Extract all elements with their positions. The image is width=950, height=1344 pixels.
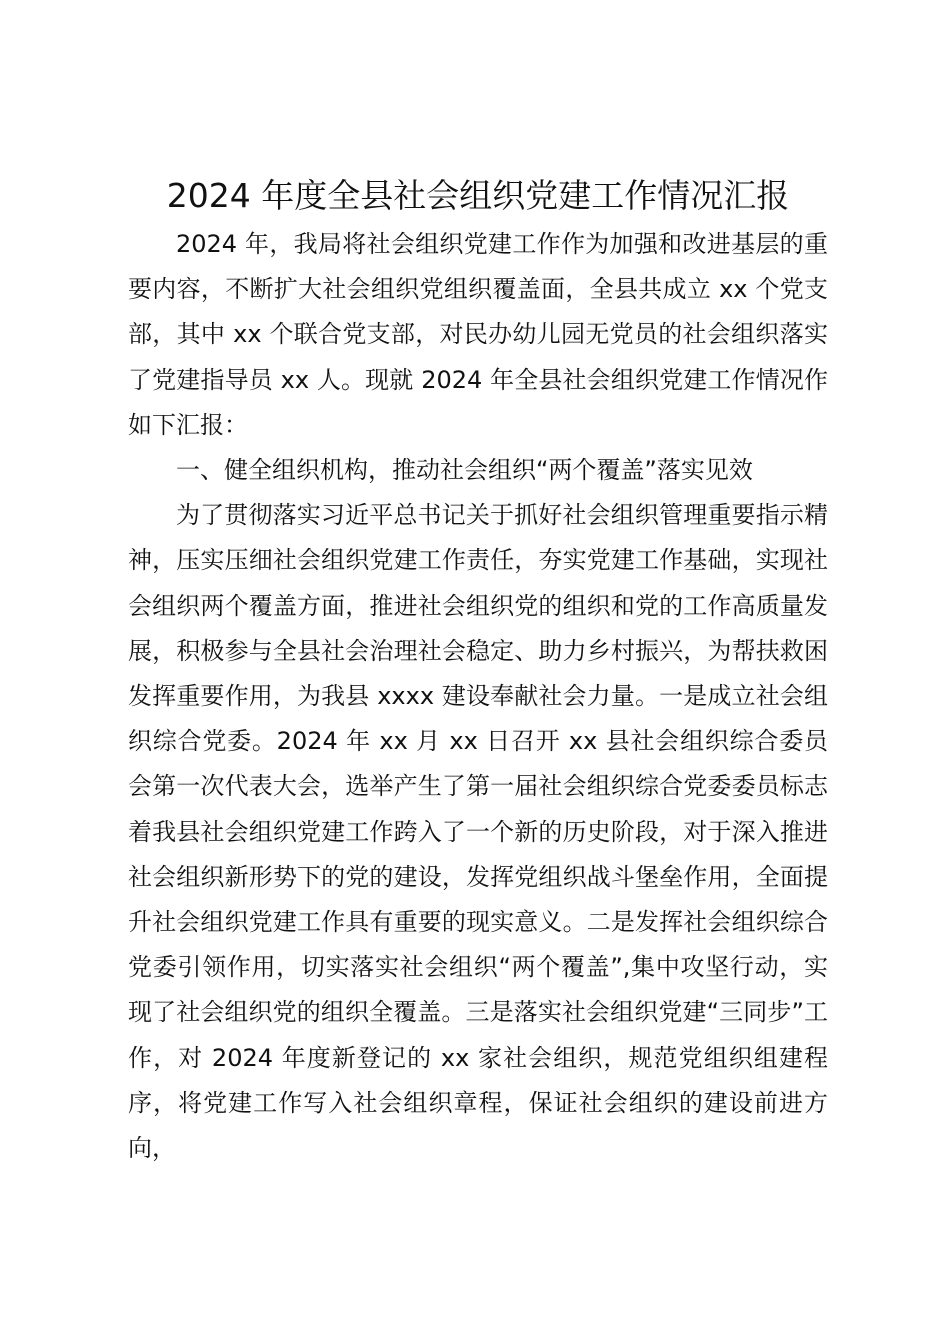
document-page <box>128 170 828 1171</box>
section-body-paragraph: 为了贯彻落实习近平总书记关于抓好社会组织管理重要指示精神，压实压细社会组织党建工作责任，夯实党建工作基础，实现社会组织两个覆盖方面，推进社会组织党的组织和党的工作高质量发展，积极参与全县社会治理社会稳定、助力乡村振兴，为帮扶救困发挥重要作用，为我县 xxxx 建设奉献社会力量。一是成立社会组织综合党委。2024 年 xx 月 xx 日召开 xx 县社会组织综合委员会第一次代表大会，选举产生了第一届社会组织综合党委委员标志着我县社会组织党建工作跨入了一个新的历史阶段，对于深入推进社会组织新形势下的党的建设，发挥党组织战斗堡垒作用，全面提升社会组织党建工作具有重要的现实意义。二是发挥社会组织综合党委引领作用，切实落实社会组织“两个覆盖”,集中攻坚行动，实现了社会组织党的组织全覆盖。三是落实社会组织党建“三同步”工作，对 2024 年度新登记的 xx 家社会组织，规范党组织组建程序，将党建工作写入社会组织章程，保证社会组织的建设前进方向， <box>128 501 828 1163</box>
intro-paragraph: 2024 年，我局将社会组织党建工作作为加强和改进基层的重要内容，不断扩大社会组织党组织覆盖面，全县共成立 xx 个党支部，其中 xx 个联合党支部，对民办幼儿园无党员的社会组织落实了党建指导员 xx 人。现就 2024 年全县社会组织党建工作情况作如下汇报： <box>128 230 828 439</box>
section-heading: 一、健全组织机构，推动社会组织“两个覆盖”落实见效 <box>176 456 753 485</box>
document-title: 2024 年度全县社会组织党建工作情况汇报 <box>166 176 790 215</box>
